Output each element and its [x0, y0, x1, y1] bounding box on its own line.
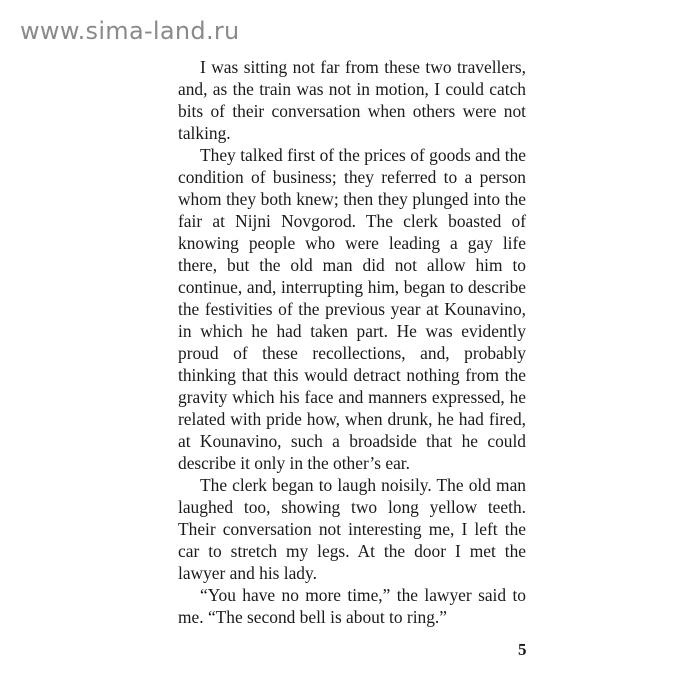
paragraph-2: They talked first of the prices of goods and the condition of business; they referred to a person whom they both knew; then they plunged into the fair at Nijni Novgorod. The clerk boasted of knowing people who were leading a gay life there, but the old man did not allow him to continue, and, interrupting him, began to describe the festivities of the previous year at Kounavino, in which he had taken part. He was evidently proud of these recollections, and, probably thinking that this would detract nothing from the gravity which his face and manners expressed, he related with pride how, when drunk, he had fired, at Kounavino, such a broadside that he could describe it only in the other’s ear.	[178, 145, 526, 473]
paragraph-3: The clerk began to laugh noisily. The old man laughed too, showing two long yellow teeth. Their conversation not interesting me, I left the car to stretch my legs. At the door I met the lawyer and his lady.	[178, 475, 526, 583]
paragraph-1: I was sitting not far from these two travellers, and, as the train was not in motion, I could catch bits of their conversation when others were not talking.	[178, 57, 526, 143]
paragraph-4: “You have no more time,” the lawyer said to me. “The second bell is about to ring.”	[178, 585, 526, 627]
page-number: 5	[518, 640, 527, 659]
book-text-block	[178, 56, 526, 628]
watermark-text: www.sima-land.ru	[20, 17, 240, 45]
